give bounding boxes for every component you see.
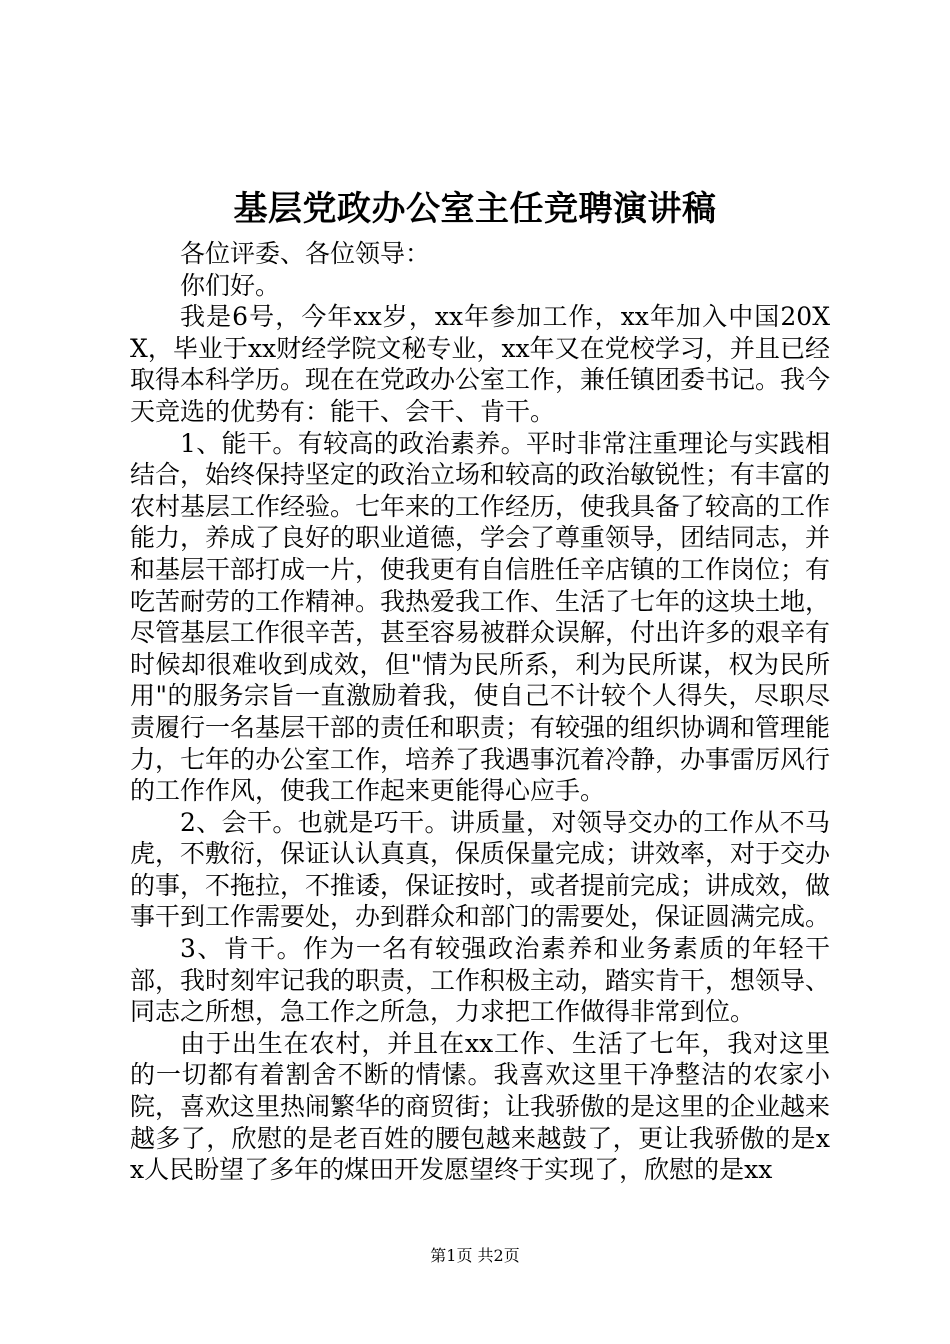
greeting: 你们好。 — [180, 270, 281, 300]
paragraph-skilled: 2、会干。也就是巧干。讲质量，对领导交办的工作从不马虎，不敷衍，保证认认真真，保质保量完成；讲效率，对于交办的事，不拖拉，不推诿，保证按时，或者提前完成；讲成效，做事干到工作需要处，办到群众和部门的需要处，保证圆满完成。 — [130, 807, 831, 932]
paragraph-capable: 1、能干。有较高的政治素养。平时非常注重理论与实践相结合，始终保持坚定的政治立场和较高的政治敏锐性；有丰富的农村基层工作经验。七年来的工作经历，使我具备了较高的工作能力，养成了良好的职业道德，学会了尊重领导，团结同志，并和基层干部打成一片，使我更有自信胜任辛店镇的工作岗位；有吃苦耐劳的工作精神。我热爱我工作、生活了七年的这块土地，尽管基层工作很辛苦，甚至容易被群众误解，付出许多的艰辛有时候却很难收到成效，但"情为民所系，利为民所谋，权为民所用"的服务宗旨一直激励着我，使自己不计较个人得失，尽职尽责履行一名基层干部的责任和职责；有较强的组织协调和管理能力，七年的办公室工作，培养了我遇事沉着冷静，办事雷厉风行的工作作风，使我工作起来更能得心应手。 — [130, 428, 831, 806]
document-title: 基层党政办公室主任竞聘演讲稿 — [233, 189, 717, 229]
paragraph-hometown: 由于出生在农村，并且在xx工作、生活了七年，我对这里的一切都有着割舍不断的情愫。我喜欢这里干净整洁的农家小院，喜欢这里热闹繁华的商贸街；让我骄傲的是这里的企业越来越多了，欣慰的是老百姓的腰包越来越鼓了，更让我骄傲的是xx人民盼望了多年的煤田开发愿望终于实现了，欣慰的是xx — [130, 1028, 831, 1185]
document-body — [130, 238, 830, 1186]
page-number-footer: 第1页 共2页 — [430, 1246, 520, 1265]
paragraph-introduction: 我是6号，今年xx岁，xx年参加工作，xx年加入中国20XX，毕业于xx财经学院文秘专业，xx年又在党校学习，并且已经取得本科学历。现在在党政办公室工作，兼任镇团委书记。我今天竞选的优势有：能干、会干、肯干。 — [130, 302, 831, 426]
paragraph-willing: 3、肯干。作为一名有较强政治素养和业务素质的年轻干部，我时刻牢记我的职责，工作积极主动，踏实肯干，想领导、同志之所想，急工作之所急，力求把工作做得非常到位。 — [130, 934, 831, 1027]
salutation: 各位评委、各位领导： — [180, 239, 431, 268]
